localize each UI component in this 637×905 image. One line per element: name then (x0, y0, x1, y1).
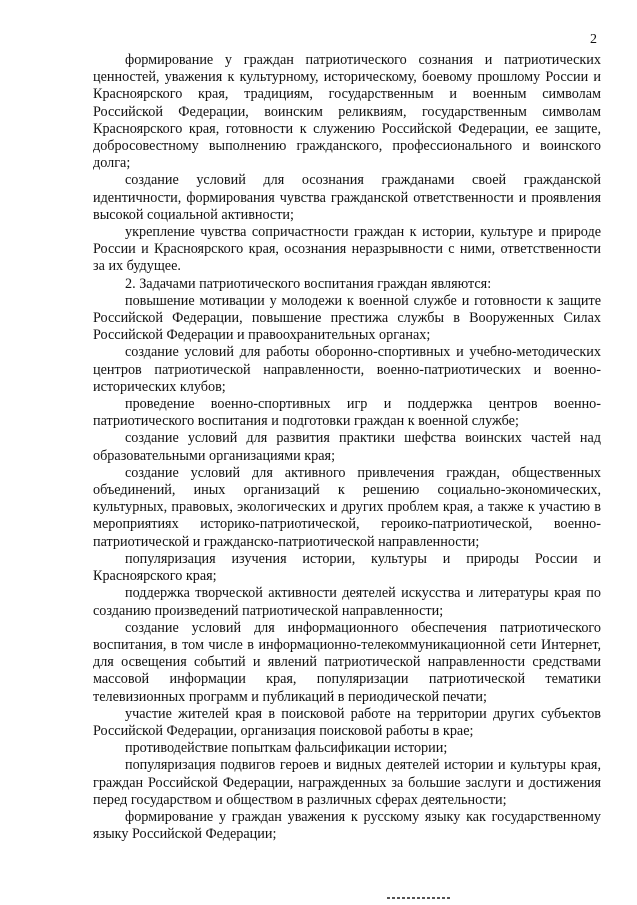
page-number: 2 (590, 32, 597, 47)
paragraph: создание условий для работы оборонно-спортивных и учебно-методических центров патриотической направленности, военно-патриотических и военно-исторических клубов; (93, 344, 601, 395)
paragraph: создание условий для осознания гражданами своей гражданской идентичности, формирования чувства гражданской ответственности и проявления высокой социальной активности; (93, 172, 601, 223)
paragraph: создание условий для активного привлечения граждан, общественных объединений, иных организаций к решению социально-экономических, культурных, правовых, экологических и других проблем края, а также к участию в мероприятиях историко-патриотической, героико-патриотической, военно-патриотической и гражданско-патриотической направленности; (93, 464, 601, 550)
paragraph: популяризация подвигов героев и видных деятелей истории и культуры края, граждан Российской Федерации, награжденных за большие заслуги и достижения перед государством и обществом в различных сферах деятельности; (93, 757, 601, 808)
paragraph: создание условий для развития практики шефства воинских частей над образовательными организациями края; (93, 430, 601, 464)
footer-scan-mark (387, 897, 451, 899)
paragraph: формирование у граждан уважения к русскому языку как государственному языку Российской Федерации; (93, 808, 601, 843)
paragraph: повышение мотивации у молодежи к военной службе и готовности к защите Российской Федерации, повышение престижа службы в Вооруженных Силах Российской Федерации и правоохранительных органах; (93, 292, 601, 344)
paragraph: участие жителей края в поисковой работе на территории других субъектов Российской Федерации, организация поисковой работы в крае; (93, 705, 601, 739)
paragraph: популяризация изучения истории, культуры и природы России и Красноярского края; (93, 550, 601, 585)
paragraph: создание условий для информационного обеспечения патриотического воспитания, в том числе в информационно-телекоммуникационной сети Интернет, для освещения событий и явлений патриотической направленности средствами массовой информации края, популяризации патриотической тематики телевизионных программ и публикаций в периодической печати; (93, 619, 601, 705)
paragraph: 2. Задачами патриотического воспитания граждан являются: (125, 275, 492, 292)
document-body (93, 52, 601, 843)
paragraph: формирование у граждан патриотического сознания и патриотических ценностей, уважения к культурному, историческому, боевому прошлому России и Красноярского края, традициям, государственным и военным символам Российской Федерации, воинским реликвиям, государственным символам Красноярского края, готовности к служению Российской Федерации, ее защите, добросовестному выполнению гражданского, профессионального и воинского долга; (93, 52, 601, 172)
paragraph: противодействие попыткам фальсификации истории; (125, 740, 448, 757)
paragraph: проведение военно-спортивных игр и поддержка центров военно-патриотического воспитания и подготовки граждан к военной службе; (93, 396, 601, 430)
paragraph: укрепление чувства сопричастности граждан к истории, культуре и природе России и Красноярского края, осознания неразрывности с ними, ответственности за их будущее. (93, 224, 601, 275)
paragraph: поддержка творческой активности деятелей искусства и литературы края по созданию произведений патриотической направленности; (93, 585, 601, 619)
